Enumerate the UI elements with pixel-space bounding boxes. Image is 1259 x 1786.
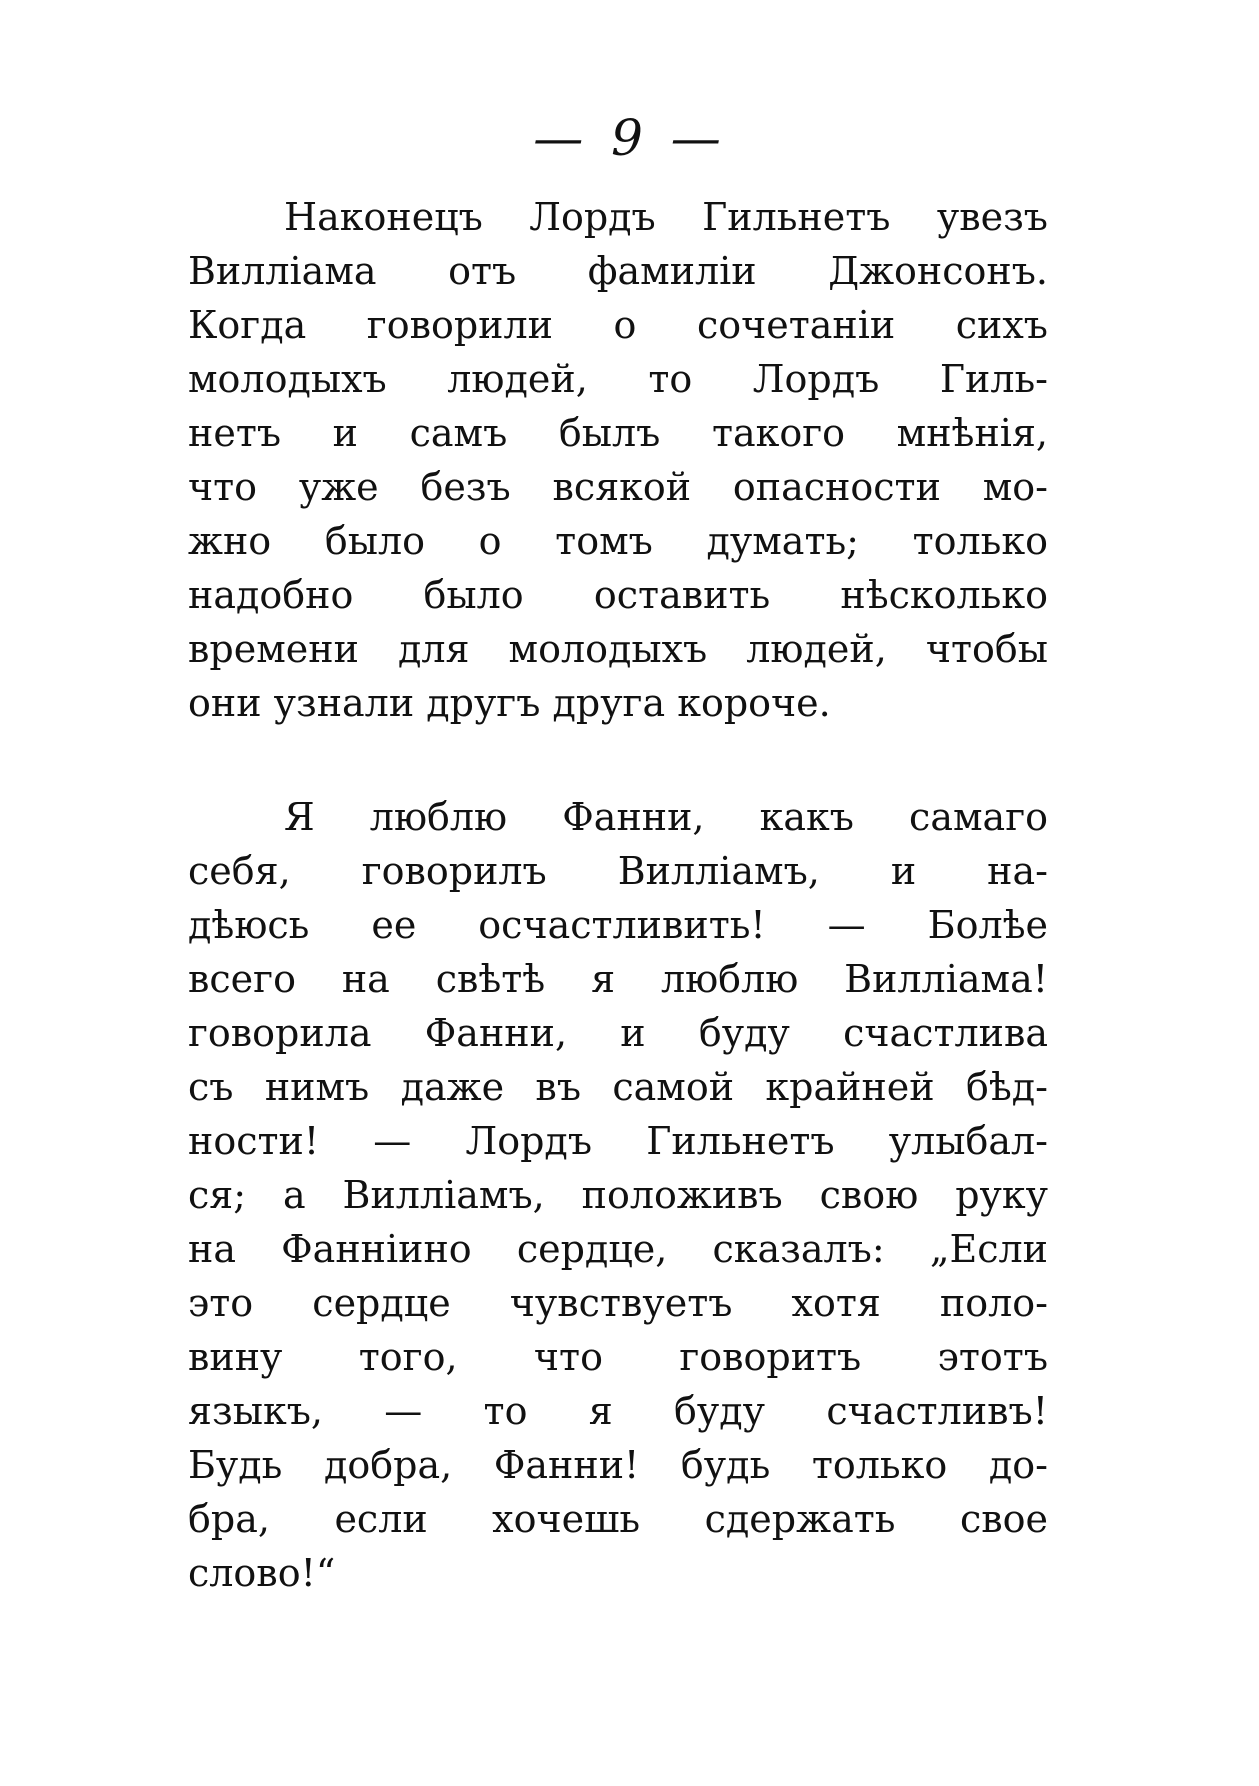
paragraph-2 bbox=[188, 790, 1048, 1600]
text-line: времени для молодыхъ людей, чтобы bbox=[188, 627, 1048, 671]
text-line: молодыхъ людей, то Лордъ Гиль- bbox=[188, 357, 1048, 401]
text-line: всего на свѣтѣ я люблю Вилліама! bbox=[188, 957, 1048, 1001]
text-line: Наконецъ Лордъ Гильнетъ увезъ bbox=[284, 195, 1048, 239]
text-line: это сердце чувствуетъ хотя поло- bbox=[188, 1281, 1048, 1325]
text-line: слово!“ bbox=[188, 1551, 336, 1595]
text-line: съ нимъ даже въ самой крайней бѣд- bbox=[188, 1065, 1048, 1109]
text-line: вину того, что говоритъ этотъ bbox=[188, 1335, 1048, 1379]
text-line: Вилліама отъ фамиліи Джонсонъ. bbox=[188, 249, 1048, 293]
text-line: Будь добра, Фанни! будь только до- bbox=[188, 1443, 1048, 1487]
paragraph-1 bbox=[188, 190, 1048, 730]
text-line: ся; а Вилліамъ, положивъ свою руку bbox=[188, 1173, 1048, 1217]
text-line: надобно было оставить нѣсколько bbox=[188, 573, 1048, 617]
text-line: Я люблю Фанни, какъ самаго bbox=[284, 795, 1048, 839]
text-line: что уже безъ всякой опасности мо- bbox=[188, 465, 1048, 509]
text-line: дѣюсь ее осчастливить! — Болѣе bbox=[188, 903, 1048, 947]
text-line: жно было о томъ думать; только bbox=[188, 519, 1048, 563]
text-line: себя, говорилъ Вилліамъ, и на- bbox=[188, 849, 1048, 893]
page-number: — 9 — bbox=[533, 109, 727, 167]
text-line: на Фанніино сердце, сказалъ: „Если bbox=[188, 1227, 1048, 1271]
text-line: нетъ и самъ былъ такого мнѣнія, bbox=[188, 411, 1048, 455]
text-line: они узнали другъ друга короче. bbox=[188, 681, 831, 725]
text-line: говорила Фанни, и буду счастлива bbox=[188, 1011, 1048, 1055]
text-line: языкъ, — то я буду счастливъ! bbox=[188, 1389, 1048, 1433]
text-line: бра, если хочешь сдержать свое bbox=[188, 1497, 1048, 1541]
text-line: Когда говорили о сочетаніи сихъ bbox=[188, 303, 1048, 347]
text-line: ности! — Лордъ Гильнетъ улыбал- bbox=[188, 1119, 1048, 1163]
